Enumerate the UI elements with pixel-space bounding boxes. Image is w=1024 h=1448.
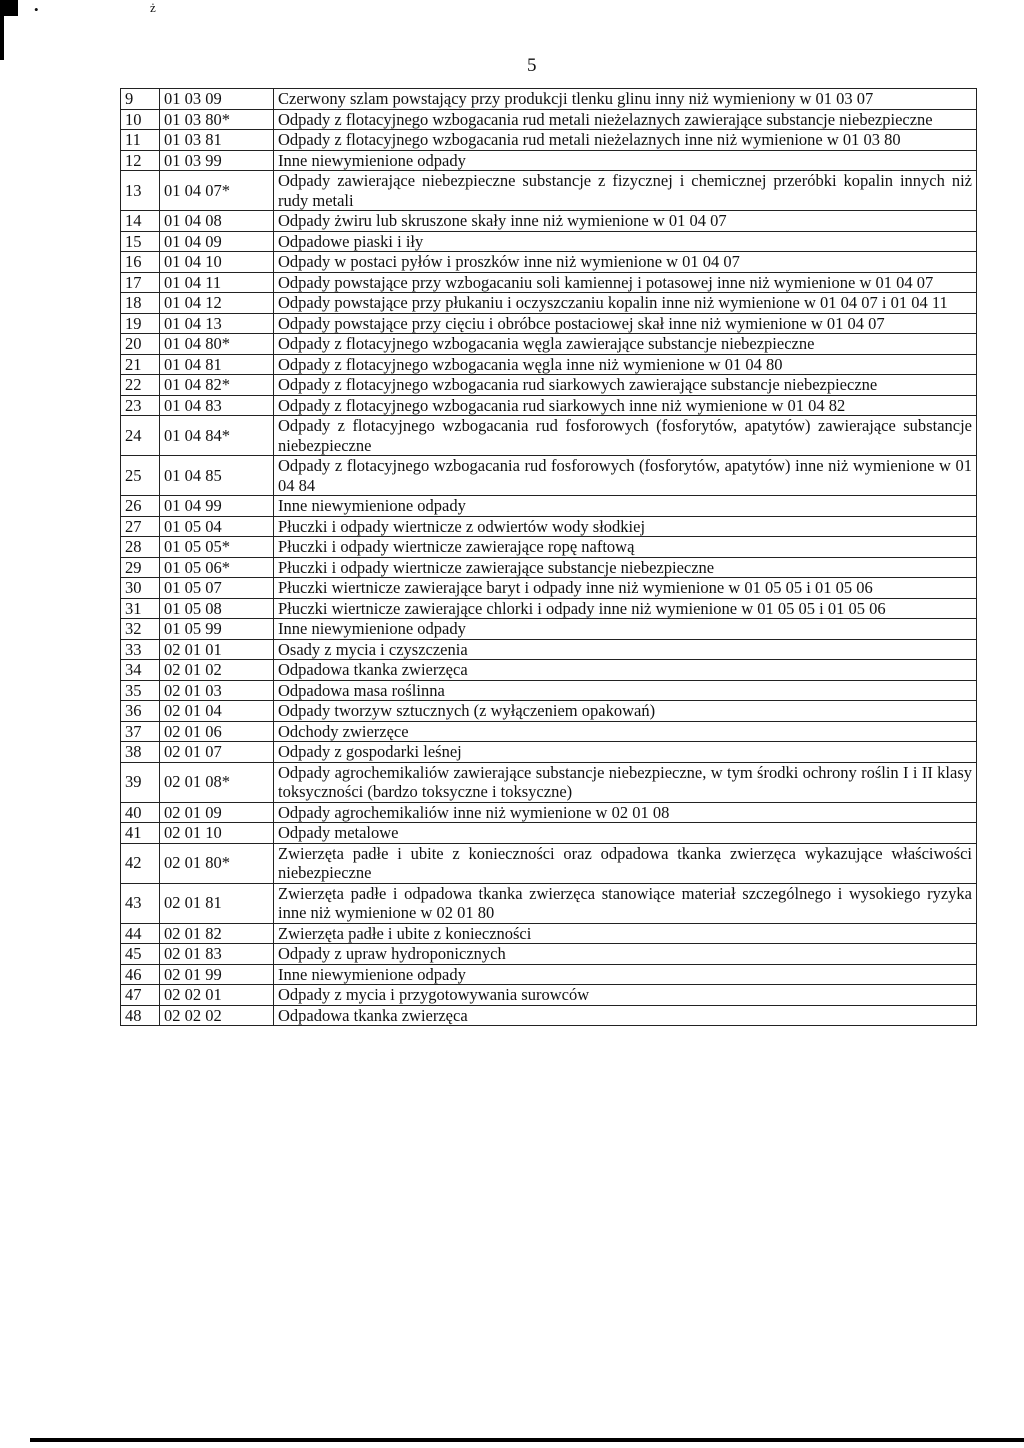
row-number: 10	[121, 109, 160, 130]
waste-code: 01 04 99	[160, 496, 274, 517]
waste-description: Odpady w postaci pyłów i proszków inne niż wymienione w 01 04 07	[274, 252, 977, 273]
scan-mark-right: ż	[150, 0, 156, 15]
table-row	[121, 762, 977, 802]
waste-code: 02 01 02	[160, 660, 274, 681]
table-row	[121, 252, 977, 273]
scan-mark-left: •	[34, 2, 39, 17]
table-row	[121, 923, 977, 944]
table-row	[121, 619, 977, 640]
waste-code: 02 01 08*	[160, 762, 274, 802]
waste-code: 02 01 10	[160, 823, 274, 844]
waste-description: Odpadowa masa roślinna	[274, 680, 977, 701]
waste-description: Odpadowe piaski i iły	[274, 231, 977, 252]
table-row	[121, 89, 977, 110]
row-number: 44	[121, 923, 160, 944]
waste-code: 02 01 07	[160, 742, 274, 763]
waste-description: Zwierzęta padłe i ubite z konieczności	[274, 923, 977, 944]
row-number: 34	[121, 660, 160, 681]
waste-description: Odpady z flotacyjnego wzbogacania rud metali nieżelaznych zawierające substancje niebezpieczne	[274, 109, 977, 130]
row-number: 14	[121, 211, 160, 232]
waste-code: 02 01 03	[160, 680, 274, 701]
row-number: 21	[121, 354, 160, 375]
waste-code: 01 04 81	[160, 354, 274, 375]
table-row	[121, 578, 977, 599]
waste-code: 02 01 09	[160, 802, 274, 823]
waste-description: Płuczki i odpady wiertnicze zawierające ropę naftową	[274, 537, 977, 558]
table-row	[121, 660, 977, 681]
row-number: 38	[121, 742, 160, 763]
table-row	[121, 354, 977, 375]
row-number: 20	[121, 334, 160, 355]
row-number: 26	[121, 496, 160, 517]
waste-code: 01 04 09	[160, 231, 274, 252]
waste-code: 01 05 99	[160, 619, 274, 640]
waste-code: 02 01 82	[160, 923, 274, 944]
waste-code: 01 05 04	[160, 516, 274, 537]
waste-description: Odpady z mycia i przygotowywania surowców	[274, 985, 977, 1006]
waste-code: 02 02 02	[160, 1005, 274, 1026]
table-row	[121, 883, 977, 923]
waste-code: 01 03 99	[160, 150, 274, 171]
waste-description: Odpady z flotacyjnego wzbogacania rud metali nieżelaznych inne niż wymienione w 01 03 80	[274, 130, 977, 151]
table-row	[121, 231, 977, 252]
waste-description: Odpady z flotacyjnego wzbogacania rud siarkowych inne niż wymienione w 01 04 82	[274, 395, 977, 416]
table-row	[121, 334, 977, 355]
table-row	[121, 701, 977, 722]
table-row	[121, 395, 977, 416]
waste-description: Odpady metalowe	[274, 823, 977, 844]
table-row	[121, 680, 977, 701]
row-number: 47	[121, 985, 160, 1006]
waste-code: 01 04 10	[160, 252, 274, 273]
table-row	[121, 802, 977, 823]
waste-code-table-body	[121, 89, 977, 1026]
table-row	[121, 843, 977, 883]
waste-code: 02 01 06	[160, 721, 274, 742]
table-row	[121, 456, 977, 496]
row-number: 12	[121, 150, 160, 171]
row-number: 23	[121, 395, 160, 416]
row-number: 33	[121, 639, 160, 660]
waste-description: Odpady z flotacyjnego wzbogacania rud fosforowych (fosforytów, apatytów) zawierające substancje niebezpieczne	[274, 416, 977, 456]
waste-code: 01 04 07*	[160, 171, 274, 211]
waste-description: Zwierzęta padłe i ubite z konieczności oraz odpadowa tkanka zwierzęca wykazujące właściwości niebezpieczne	[274, 843, 977, 883]
row-number: 30	[121, 578, 160, 599]
waste-code: 01 04 83	[160, 395, 274, 416]
waste-description: Odpady zawierające niebezpieczne substancje z fizycznej i chemicznej przeróbki kopalin innych niż rudy metali	[274, 171, 977, 211]
table-row	[121, 375, 977, 396]
waste-description: Płuczki wiertnicze zawierające chlorki i odpady inne niż wymienione w 01 05 05 i 01 05 06	[274, 598, 977, 619]
table-row	[121, 496, 977, 517]
table-row	[121, 944, 977, 965]
row-number: 43	[121, 883, 160, 923]
waste-code: 01 04 13	[160, 313, 274, 334]
table-row	[121, 171, 977, 211]
table-row	[121, 1005, 977, 1026]
waste-description: Odpady z flotacyjnego wzbogacania węgla zawierające substancje niebezpieczne	[274, 334, 977, 355]
waste-description: Płuczki i odpady wiertnicze zawierające substancje niebezpieczne	[274, 557, 977, 578]
waste-code: 02 01 81	[160, 883, 274, 923]
table-row	[121, 272, 977, 293]
waste-description: Odpady powstające przy wzbogacaniu soli kamiennej i potasowej inne niż wymienione w 01 04 07	[274, 272, 977, 293]
waste-description: Inne niewymienione odpady	[274, 150, 977, 171]
table-row	[121, 211, 977, 232]
row-number: 18	[121, 293, 160, 314]
waste-code: 01 04 11	[160, 272, 274, 293]
row-number: 22	[121, 375, 160, 396]
table-row	[121, 150, 977, 171]
table-row	[121, 537, 977, 558]
waste-description: Odpady z gospodarki leśnej	[274, 742, 977, 763]
waste-code: 02 02 01	[160, 985, 274, 1006]
waste-code: 01 03 80*	[160, 109, 274, 130]
waste-description: Odpady z flotacyjnego wzbogacania rud fosforowych (fosforytów, apatytów) inne niż wymienione w 01 04 84	[274, 456, 977, 496]
table-row	[121, 516, 977, 537]
waste-code: 01 04 80*	[160, 334, 274, 355]
row-number: 29	[121, 557, 160, 578]
table-row	[121, 721, 977, 742]
row-number: 17	[121, 272, 160, 293]
row-number: 42	[121, 843, 160, 883]
row-number: 15	[121, 231, 160, 252]
waste-description: Odpady z flotacyjnego wzbogacania węgla inne niż wymienione w 01 04 80	[274, 354, 977, 375]
waste-code: 01 05 07	[160, 578, 274, 599]
waste-description: Odchody zwierzęce	[274, 721, 977, 742]
waste-description: Odpady z upraw hydroponicznych	[274, 944, 977, 965]
row-number: 48	[121, 1005, 160, 1026]
row-number: 36	[121, 701, 160, 722]
table-row	[121, 598, 977, 619]
waste-code-table	[120, 88, 977, 1026]
row-number: 35	[121, 680, 160, 701]
waste-code: 01 03 81	[160, 130, 274, 151]
waste-description: Odpady tworzyw sztucznych (z wyłączeniem opakowań)	[274, 701, 977, 722]
row-number: 28	[121, 537, 160, 558]
waste-description: Odpady powstające przy płukaniu i oczyszczaniu kopalin inne niż wymienione w 01 04 07 i 01 04 11	[274, 293, 977, 314]
waste-code: 01 04 85	[160, 456, 274, 496]
waste-description: Odpadowa tkanka zwierzęca	[274, 660, 977, 681]
waste-description: Płuczki i odpady wiertnicze z odwiertów wody słodkiej	[274, 516, 977, 537]
row-number: 32	[121, 619, 160, 640]
waste-code: 01 05 08	[160, 598, 274, 619]
row-number: 27	[121, 516, 160, 537]
row-number: 40	[121, 802, 160, 823]
waste-description: Inne niewymienione odpady	[274, 964, 977, 985]
waste-description: Odpady agrochemikaliów inne niż wymienione w 02 01 08	[274, 802, 977, 823]
row-number: 9	[121, 89, 160, 110]
row-number: 37	[121, 721, 160, 742]
table-row	[121, 416, 977, 456]
row-number: 24	[121, 416, 160, 456]
page-number: 5	[527, 55, 537, 76]
waste-code: 01 04 08	[160, 211, 274, 232]
waste-code: 01 04 12	[160, 293, 274, 314]
waste-code: 02 01 99	[160, 964, 274, 985]
row-number: 13	[121, 171, 160, 211]
waste-code: 02 01 80*	[160, 843, 274, 883]
table-row	[121, 985, 977, 1006]
row-number: 46	[121, 964, 160, 985]
table-row	[121, 823, 977, 844]
waste-description: Odpady z flotacyjnego wzbogacania rud siarkowych zawierające substancje niebezpieczne	[274, 375, 977, 396]
waste-description: Inne niewymienione odpady	[274, 619, 977, 640]
waste-code: 01 05 06*	[160, 557, 274, 578]
waste-code: 02 01 04	[160, 701, 274, 722]
waste-description: Czerwony szlam powstający przy produkcji tlenku glinu inny niż wymieniony w 01 03 07	[274, 89, 977, 110]
row-number: 11	[121, 130, 160, 151]
waste-description: Odpadowa tkanka zwierzęca	[274, 1005, 977, 1026]
table-row	[121, 293, 977, 314]
waste-description: Odpady żwiru lub skruszone skały inne niż wymienione w 01 04 07	[274, 211, 977, 232]
table-row	[121, 964, 977, 985]
waste-description: Odpady powstające przy cięciu i obróbce postaciowej skał inne niż wymienione w 01 04 07	[274, 313, 977, 334]
waste-code: 01 04 82*	[160, 375, 274, 396]
row-number: 45	[121, 944, 160, 965]
waste-code: 01 04 84*	[160, 416, 274, 456]
waste-code: 01 05 05*	[160, 537, 274, 558]
table-row	[121, 130, 977, 151]
table-row	[121, 313, 977, 334]
row-number: 41	[121, 823, 160, 844]
waste-code: 01 03 09	[160, 89, 274, 110]
row-number: 39	[121, 762, 160, 802]
waste-description: Osady z mycia i czyszczenia	[274, 639, 977, 660]
waste-description: Płuczki wiertnicze zawierające baryt i odpady inne niż wymienione w 01 05 05 i 01 05 06	[274, 578, 977, 599]
table-row	[121, 557, 977, 578]
table-row	[121, 639, 977, 660]
scan-artifact-edge	[0, 0, 4, 60]
row-number: 19	[121, 313, 160, 334]
waste-description: Zwierzęta padłe i odpadowa tkanka zwierzęca stanowiące materiał szczególnego i wysokiego ryzyka inne niż wymienione w 02 01 80	[274, 883, 977, 923]
waste-description: Odpady agrochemikaliów zawierające substancje niebezpieczne, w tym środki ochrony roślin I i II klasy toksyczności (bardzo toksyczne i toksyczne)	[274, 762, 977, 802]
waste-code: 02 01 83	[160, 944, 274, 965]
table-row	[121, 109, 977, 130]
scan-bottom-line	[30, 1438, 1024, 1442]
row-number: 25	[121, 456, 160, 496]
waste-code: 02 01 01	[160, 639, 274, 660]
waste-description: Inne niewymienione odpady	[274, 496, 977, 517]
table-row	[121, 742, 977, 763]
row-number: 16	[121, 252, 160, 273]
row-number: 31	[121, 598, 160, 619]
